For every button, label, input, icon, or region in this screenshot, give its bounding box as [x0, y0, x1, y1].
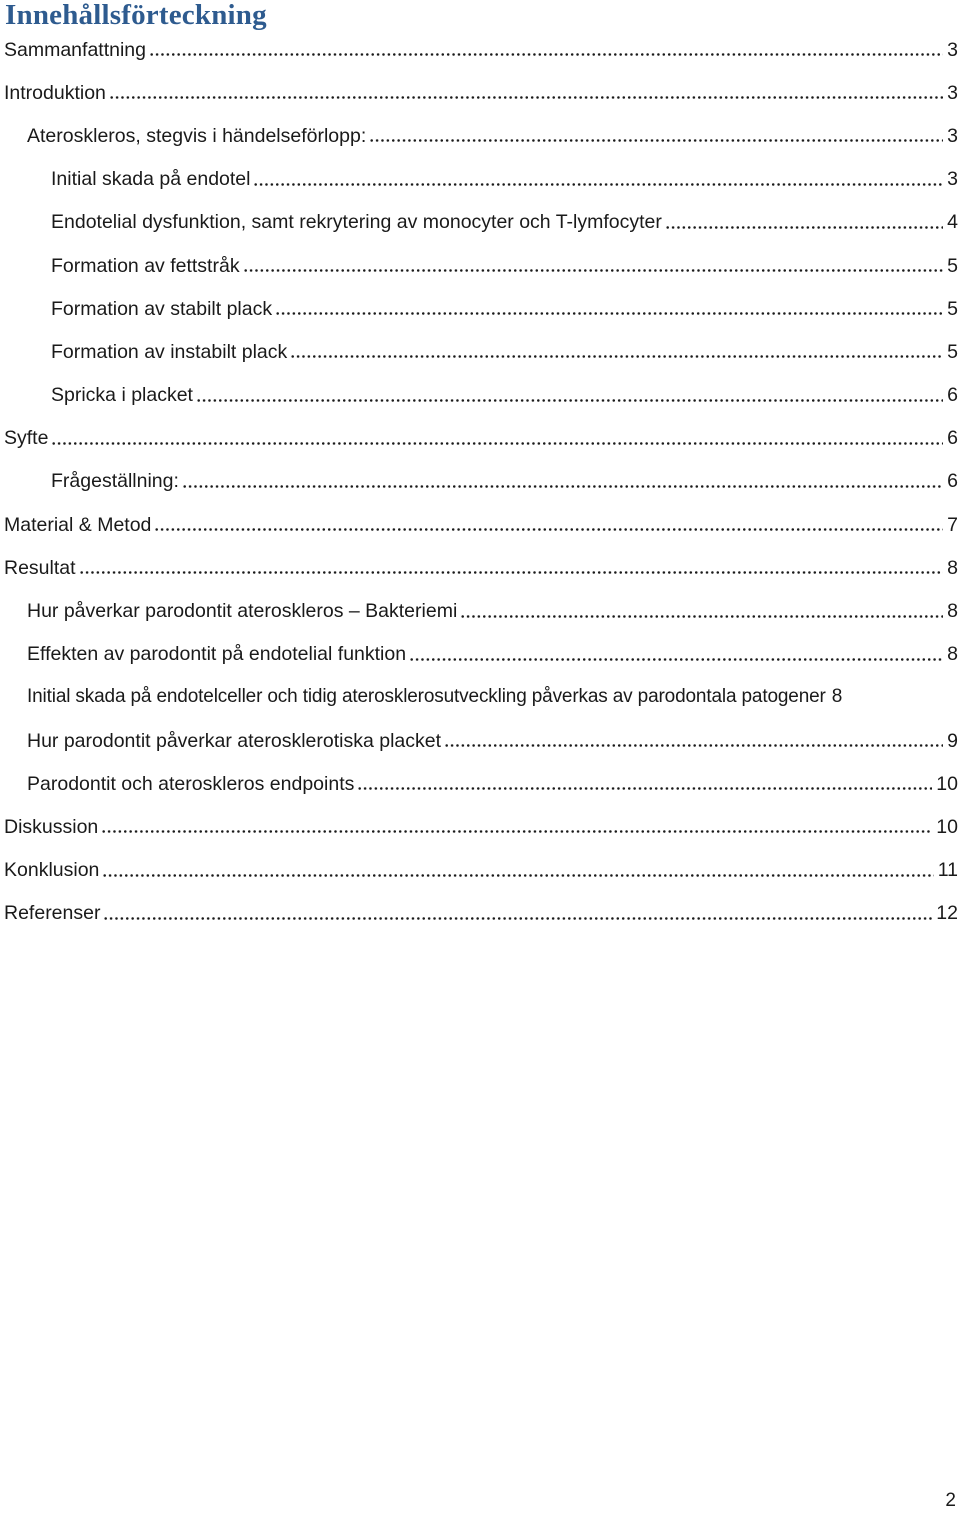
dot-leader — [79, 571, 944, 574]
toc-entry-label[interactable]: Konklusion — [4, 859, 100, 882]
toc-entry[interactable] — [0, 503, 960, 546]
toc-entry-label[interactable]: Initial skada på endotel — [51, 168, 251, 191]
toc-entry-label[interactable]: Hur påverkar parodontit ateroskleros – Bakteriemi — [27, 600, 458, 623]
toc-entry-label[interactable]: Hur parodontit påverkar aterosklerotiska placket — [27, 729, 442, 752]
toc-entry-page[interactable]: 5 — [947, 297, 958, 320]
toc-entry-page[interactable]: 10 — [936, 772, 958, 795]
toc-entry[interactable] — [0, 330, 960, 373]
toc-entry-label[interactable]: Material & Metod — [4, 513, 152, 536]
toc-entry-label[interactable]: Formation av fettstråk — [51, 254, 240, 277]
toc-entry-page[interactable]: 8 — [947, 556, 958, 579]
toc-entry-page[interactable]: 3 — [947, 168, 958, 191]
toc-entry-label[interactable]: Initial skada på endotelceller och tidig aterosklerosutveckling påverkas av parodontala patogener — [27, 686, 826, 708]
dot-leader — [665, 226, 943, 229]
toc-entry-page[interactable]: 6 — [947, 384, 958, 407]
dot-leader — [154, 528, 943, 531]
dot-leader — [253, 183, 943, 186]
toc-entry[interactable] — [0, 287, 960, 330]
toc-entry-page[interactable]: 4 — [947, 211, 958, 234]
dot-leader — [275, 312, 943, 315]
dot-leader — [444, 744, 943, 747]
toc-entry[interactable] — [0, 71, 960, 114]
toc-entry-label[interactable]: Endotelial dysfunktion, samt rekrytering av monocyter och T-lymfocyter — [51, 211, 662, 234]
toc-entry-page[interactable]: 5 — [947, 254, 958, 277]
toc-entry-label[interactable]: Introduktion — [4, 81, 106, 104]
toc-entry-page[interactable]: 5 — [947, 340, 958, 363]
toc-entry[interactable] — [0, 633, 960, 676]
toc-entry-page[interactable]: 3 — [947, 38, 958, 61]
toc-entry-page[interactable]: 7 — [947, 513, 958, 536]
toc-entry[interactable] — [0, 417, 960, 460]
toc-entry-page[interactable]: 11 — [937, 859, 958, 882]
toc-entry[interactable] — [0, 762, 960, 805]
dot-leader — [103, 917, 932, 920]
toc-entry[interactable] — [0, 676, 960, 719]
dot-leader — [243, 269, 944, 272]
toc-entry-label[interactable]: Ateroskleros, stegvis i händelseförlopp: — [27, 124, 367, 147]
toc-entry-label[interactable]: Effekten av parodontit på endotelial funktion — [27, 643, 407, 666]
dot-leader — [196, 399, 943, 402]
toc-entry-label[interactable]: Parodontit och ateroskleros endpoints — [27, 772, 355, 795]
toc-entry[interactable] — [0, 460, 960, 503]
toc-entry-label[interactable]: Formation av instabilt plack — [51, 340, 288, 363]
toc-entry-label[interactable]: Spricka i placket — [51, 384, 193, 407]
dot-leader — [182, 485, 943, 488]
dot-leader — [290, 355, 943, 358]
toc-entry-page[interactable]: 8 — [831, 686, 843, 708]
toc-entry[interactable] — [0, 374, 960, 417]
dot-leader — [357, 787, 932, 790]
toc-entry-page[interactable]: 10 — [936, 815, 958, 838]
toc-entry-page[interactable]: 8 — [947, 600, 958, 623]
toc-entry-label[interactable]: Formation av stabilt plack — [51, 297, 273, 320]
toc-list — [0, 28, 960, 935]
dot-leader — [101, 830, 932, 833]
toc-entry[interactable] — [0, 589, 960, 632]
dot-leader — [109, 96, 943, 99]
toc-entry-page[interactable]: 3 — [947, 81, 958, 104]
toc-entry[interactable] — [0, 546, 960, 589]
toc-entry-page[interactable]: 6 — [947, 427, 958, 450]
toc-entry[interactable] — [0, 114, 960, 157]
toc-entry[interactable] — [0, 719, 960, 762]
toc-entry-page[interactable]: 6 — [947, 470, 958, 493]
toc-entry-label[interactable]: Diskussion — [4, 815, 99, 838]
dot-leader — [51, 442, 943, 445]
toc-entry-label[interactable]: Resultat — [4, 556, 76, 579]
toc-entry[interactable] — [0, 805, 960, 848]
toc-entry-page[interactable]: 12 — [936, 902, 958, 925]
dot-leader — [409, 658, 943, 661]
toc-entry-page[interactable]: 3 — [947, 124, 958, 147]
toc-entry-label[interactable]: Referenser — [4, 902, 101, 925]
toc-entry-label[interactable]: Frågeställning: — [51, 470, 179, 493]
toc-entry[interactable] — [0, 158, 960, 201]
dot-leader — [149, 53, 943, 56]
page-number: 2 — [945, 1490, 956, 1511]
toc-heading: Innehållsförteckning — [5, 0, 267, 31]
toc-entry-label[interactable]: Syfte — [4, 427, 49, 450]
toc-entry-label[interactable]: Sammanfattning — [4, 38, 146, 61]
toc-entry[interactable] — [0, 201, 960, 244]
dot-leader — [460, 615, 943, 618]
dot-leader — [369, 139, 943, 142]
toc-entry[interactable] — [0, 244, 960, 287]
toc-entry[interactable] — [0, 892, 960, 935]
toc-entry-page[interactable]: 8 — [947, 643, 958, 666]
toc-entry[interactable] — [0, 28, 960, 71]
toc-entry-page[interactable]: 9 — [947, 729, 958, 752]
dot-leader — [102, 874, 933, 877]
toc-entry[interactable] — [0, 849, 960, 892]
